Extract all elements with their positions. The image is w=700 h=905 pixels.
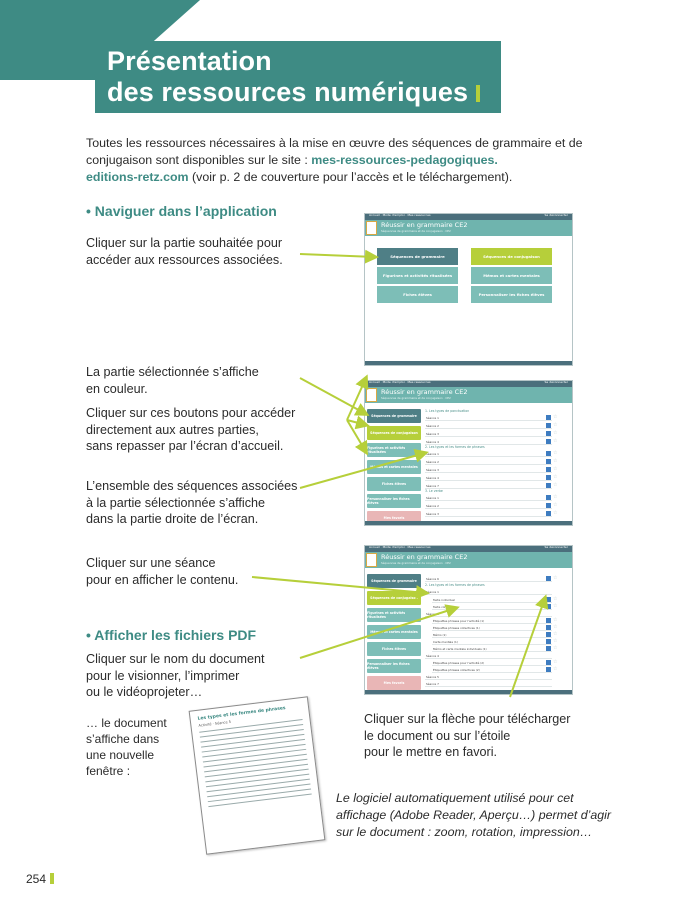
side-button-favorites[interactable]: Mes favoris	[367, 676, 421, 690]
app-subtitle: Séquences de grammaire et de conjugaison · CE2	[381, 229, 451, 233]
tile-figurines[interactable]: Figurines et activités ritualisées	[377, 267, 458, 284]
app-logo	[366, 553, 377, 567]
star-icon[interactable]: ☆	[553, 659, 558, 665]
title-line-2: des ressources numériques	[107, 77, 469, 107]
side-button-figurines[interactable]: Figurines et activités ritualisées	[367, 608, 421, 622]
seance-row[interactable]: Séance 4	[425, 475, 552, 481]
seance-row[interactable]: Séance 7	[425, 483, 552, 489]
download-icon[interactable]	[546, 618, 551, 623]
resource-link[interactable]: mes-ressources-pedagogiques. editions-retz.com	[86, 153, 498, 184]
side-button-grammar[interactable]: Séquences de grammaire	[367, 409, 421, 423]
seance-row[interactable]: Séance 2	[425, 459, 552, 465]
download-icon[interactable]	[546, 597, 551, 602]
text-download-favorite: Cliquer sur la flèche pour télécharger le document ou sur l’étoile pour le mettre en favori.	[364, 712, 571, 759]
download-icon[interactable]	[546, 660, 551, 665]
seance-row[interactable]: Séance 1	[425, 495, 552, 501]
download-icon[interactable]	[546, 511, 551, 516]
text-click-seance: Cliquer sur une séance pour en afficher le contenu.	[86, 556, 239, 587]
download-icon[interactable]	[546, 459, 551, 464]
star-icon[interactable]: ☆	[553, 430, 558, 436]
tile-conjugation[interactable]: Séquences de conjugaison	[471, 248, 552, 265]
tile-memos[interactable]: Mémos et cartes mentales	[471, 267, 552, 284]
download-icon[interactable]	[546, 632, 551, 637]
download-icon[interactable]	[546, 667, 551, 672]
pdf-preview	[189, 696, 326, 855]
text-click-document: Cliquer sur le nom du document pour le visionner, l’imprimer ou le vidéoprojeter…	[86, 652, 265, 699]
star-icon[interactable]: ☆	[553, 482, 558, 488]
download-icon[interactable]	[546, 625, 551, 630]
download-icon[interactable]	[546, 576, 551, 581]
download-icon[interactable]	[546, 639, 551, 644]
download-icon[interactable]	[546, 423, 551, 428]
seance-row[interactable]: Séance 1	[425, 589, 552, 595]
star-icon[interactable]: ☆	[553, 596, 558, 602]
page-number-accent	[50, 873, 54, 884]
seance-row[interactable]: Séance 2	[425, 503, 552, 509]
tile-grammar[interactable]: Séquences de grammaire	[377, 248, 458, 265]
side-button-personalize[interactable]: Personnaliser les fiches élèves	[367, 659, 421, 673]
text-buttons: Cliquer sur ces boutons pour accéder directement aux autres parties, sans repasser par l’écran d’accueil.	[86, 406, 296, 453]
section-heading-navigate: • Naviguer dans l’application	[86, 203, 277, 219]
app-subtitle: Séquences de grammaire et de conjugaison · CE2	[381, 561, 451, 565]
page-title	[95, 41, 501, 113]
seance-row[interactable]: Séance 3	[425, 431, 552, 437]
star-icon[interactable]: ☆	[553, 422, 558, 428]
side-button-conjugation[interactable]: Séquences de conjugaison	[367, 591, 421, 605]
side-button-personalize[interactable]: Personnaliser les fiches élèves	[367, 494, 421, 508]
seance-row[interactable]: Séance 5	[425, 674, 552, 680]
side-button-fiches[interactable]: Fiches élèves	[367, 642, 421, 656]
seance-row[interactable]: Séance 4	[425, 653, 552, 659]
download-icon[interactable]	[546, 503, 551, 508]
document-row[interactable]: Mémo et carte mentale individuels (1)	[432, 646, 552, 652]
screenshot-sequences: Accueil · Mode d'emploi · Mes ressources Se déconnecter Réussir en grammaire CE2 Séquences de grammaire et de conjugaison · CE2 Séquences de grammaire Séquences de conjugaison Figurines et activités ritualisées Mémos et cartes mentales Fiches élèves Personnaliser les fiches élèves Mes favoris 1. Les types de ponctuation Séance 1 Séance 2 Séance 3 Séance 4 2. Les types et les formes de phrases Séance 1 Séance 2 Séance 3 Séance 4 Séance 7 3. Le verbe Séance 1 Séance 2 Séance 3 ☆ ☆ ☆ ☆ ☆ ☆ ☆ ☆ ☆ ☆ ☆ ☆	[364, 380, 573, 526]
star-icon[interactable]: ☆	[553, 474, 558, 480]
star-icon[interactable]: ☆	[553, 617, 558, 623]
star-icon[interactable]: ☆	[553, 645, 558, 651]
star-icon[interactable]: ☆	[553, 510, 558, 516]
section-title: 3. Le verbe	[425, 489, 443, 493]
intro-text-1: Toutes les ressources nécessaires à la mise en œuvre des séquences de grammaire et de conjugaison sont disponibles sur le site :	[86, 136, 583, 167]
text-sequences: L’ensemble des séquences associées à la partie sélectionnée s’affiche dans la partie droite de l’écran.	[86, 479, 298, 526]
download-icon[interactable]	[546, 475, 551, 480]
intro-text-2: (voir p. 2 de couverture pour l’accès et le téléchargement).	[192, 170, 513, 184]
pdf-subheading: Activité · Séance 5	[198, 719, 232, 728]
side-button-grammar[interactable]: Séquences de grammaire	[367, 574, 421, 588]
document-row[interactable]: Étiquettes phrases collectives (1)	[432, 625, 552, 631]
side-button-conjugation[interactable]: Séquences de conjugaison	[367, 426, 421, 440]
title-accent-bar	[476, 85, 480, 102]
download-icon[interactable]	[546, 451, 551, 456]
download-icon[interactable]	[546, 483, 551, 488]
star-icon[interactable]: ☆	[553, 575, 558, 581]
side-button-memos[interactable]: Mémos et cartes mentales	[367, 460, 421, 474]
app-title: Réussir en grammaire CE2	[381, 388, 468, 396]
star-icon[interactable]: ☆	[553, 631, 558, 637]
download-icon[interactable]	[546, 415, 551, 420]
star-icon[interactable]: ☆	[553, 603, 558, 609]
section-heading-pdf: • Afficher les fichiers PDF	[86, 627, 257, 643]
document-row[interactable]: Texte individuel	[432, 597, 552, 603]
side-button-favorites[interactable]: Mes favoris	[367, 511, 421, 525]
star-icon[interactable]: ☆	[553, 638, 558, 644]
star-icon[interactable]: ☆	[553, 494, 558, 500]
text-click-part: Cliquer sur la partie souhaitée pour accéder aux ressources associées.	[86, 236, 283, 267]
section-title: 2. Les types et les formes de phrases	[425, 583, 485, 587]
pdf-heading: Les types et les formes de phrases	[197, 706, 286, 722]
app-logo	[366, 388, 377, 402]
seance-row[interactable]: Séance 2	[425, 423, 552, 429]
section-title: 2. Les types et les formes de phrases	[425, 445, 485, 449]
seance-row[interactable]: Séance 6	[425, 576, 552, 582]
star-icon[interactable]: ☆	[553, 624, 558, 630]
seance-row[interactable]: Séance 1	[425, 451, 552, 457]
intro-paragraph	[86, 135, 606, 186]
download-icon[interactable]	[546, 604, 551, 609]
document-row[interactable]: Étiquettes phrases collectives (2)	[432, 667, 552, 673]
document-row[interactable]: Texte collectif	[432, 604, 552, 610]
side-button-fiches[interactable]: Fiches élèves	[367, 477, 421, 491]
download-icon[interactable]	[546, 431, 551, 436]
star-icon[interactable]: ☆	[553, 458, 558, 464]
star-icon[interactable]: ☆	[553, 666, 558, 672]
document-row[interactable]: Étiquettes phrases pour l'activité (1)	[432, 618, 552, 624]
download-icon[interactable]	[546, 495, 551, 500]
document-row[interactable]: Carte mentale (1)	[432, 639, 552, 645]
side-button-figurines[interactable]: Figurines et activités ritualisées	[367, 443, 421, 457]
star-icon[interactable]: ☆	[553, 502, 558, 508]
document-row[interactable]: Mémo (1)	[432, 632, 552, 638]
screenshot-home: Accueil · Mode d'emploi · Mes ressources Se déconnecter Réussir en grammaire CE2 Séquences de grammaire et de conjugaison · CE2 Séquences de grammaire Séquences de conjugaison Figurines et activités ritualisées Mémos et cartes mentales Fiches élèves Personnaliser les fiches élèves	[364, 213, 573, 366]
title-line-1: Présentation	[107, 46, 272, 76]
seance-row[interactable]: Séance 4	[425, 439, 552, 445]
arrow-to-selected	[300, 378, 366, 414]
page-number: 254	[26, 872, 47, 886]
screenshot-seance-detail: Accueil · Mode d'emploi · Mes ressources Se déconnecter Réussir en grammaire CE2 Séquences de grammaire et de conjugaison · CE2 Séquences de grammaire Séquences de conjugaison Figurines et activités ritualisées Mémos et cartes mentales Fiches élèves Personnaliser les fiches élèves Mes favoris Séance 6 2. Les types et les formes de phrases Séance 1 Texte individuel Texte collectif Séance 3 Étiquettes phrases pour l'activité (1) Étiquettes phrases collectives (1) Mémo (1) Carte mentale (1) Mémo et carte mentale individuels (1) Séance 4 Étiquettes phrases pour l'activité (2) Étiquettes phrases collectives (2) Séance 5 Séance 7 ☆ ☆ ☆ ☆ ☆ ☆ ☆ ☆ ☆ ☆	[364, 545, 573, 695]
software-note: Le logiciel automatiquement utilisé pour cet affichage (Adobe Reader, Aperçu…) permet d’agir sur le document : zoom, rotation, impression…	[336, 791, 612, 839]
star-icon[interactable]: ☆	[553, 438, 558, 444]
app-title: Réussir en grammaire CE2	[381, 553, 468, 561]
app-title: Réussir en grammaire CE2	[381, 221, 468, 229]
section-title: 1. Les types de ponctuation	[425, 409, 470, 413]
star-icon[interactable]: ☆	[553, 450, 558, 456]
star-icon[interactable]: ☆	[553, 466, 558, 472]
text-new-window: … le document s’affiche dans une nouvelle fenêtre :	[86, 716, 167, 778]
seance-row[interactable]: Séance 7	[425, 681, 552, 687]
tile-fiches[interactable]: Fiches élèves	[377, 286, 458, 303]
app-logo	[366, 221, 377, 235]
download-icon[interactable]	[546, 467, 551, 472]
text-selected-part: La partie sélectionnée s’affiche en couleur.	[86, 365, 259, 396]
tile-personalize[interactable]: Personnaliser les fiches élèves	[471, 286, 552, 303]
download-icon[interactable]	[546, 439, 551, 444]
seance-row[interactable]: Séance 3	[425, 511, 552, 517]
document-row[interactable]: Étiquettes phrases pour l'activité (2)	[432, 660, 552, 666]
side-button-memos[interactable]: Mémos et cartes mentales	[367, 625, 421, 639]
download-icon[interactable]	[546, 646, 551, 651]
seance-row[interactable]: Séance 1	[425, 415, 552, 421]
app-subtitle: Séquences de grammaire et de conjugaison · CE2	[381, 396, 451, 400]
star-icon[interactable]: ☆	[553, 414, 558, 420]
seance-row[interactable]: Séance 3	[425, 611, 552, 617]
seance-row[interactable]: Séance 3	[425, 467, 552, 473]
